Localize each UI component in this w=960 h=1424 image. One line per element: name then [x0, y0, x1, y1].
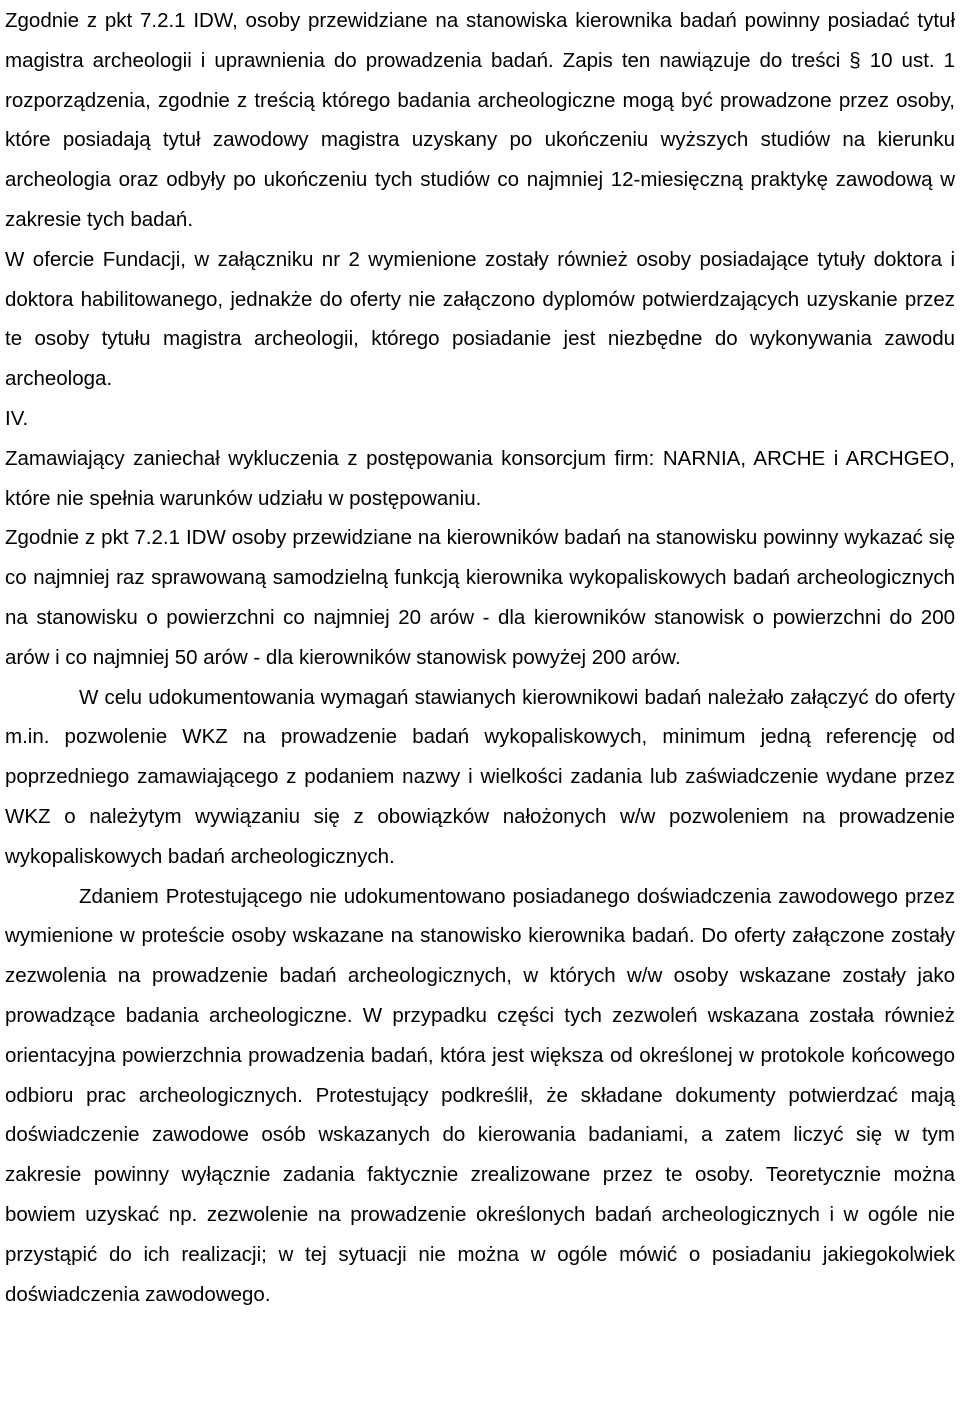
paragraph-consortium-exclusion: Zamawiający zaniechał wykluczenia z postępowania konsorcjum firm: NARNIA, ARCHE i ARCHGEO, które nie spełnia warunków udziału w postępowaniu.	[5, 446, 955, 510]
paragraph-protester-opinion: Zdaniem Protestującego nie udokumentowano posiadanego doświadczenia zawodowego przez wymienione w proteście osoby wskazane na stanowisko kierownika badań. Do oferty załączone zostały zezwolenia na prowadzenie badań archeologicznych, w których w/w osoby wskazane zostały jako prowadzące badania archeologiczne. W przypadku części tych zezwoleń wskazana została również orientacyjna powierzchnia prowadzenia badań, która jest większa od określonej w protokole końcowego odbioru prac archeologicznych. Protestujący podkreślił, że składane dokumenty potwierdzać mają doświadczenie zawodowe osób wskazanych do kierowania badaniami, a zatem liczyć się w tym zakresie powinny wyłącznie zadania faktycznie zrealizowane przez te osoby. Teoretycznie można bowiem uzyskać np. zezwolenie na prowadzenie określonych badań archeologicznych i w ogóle nie przystąpić do ich realizacji; w tej sytuacji nie można w ogóle mówić o posiadaniu jakiegokolwiek doświadczenia zawodowego.	[5, 884, 955, 1306]
paragraph-leader-experience: Zgodnie z pkt 7.2.1 IDW osoby przewidziane na kierowników badań na stanowisku powinny wykazać się co najmniej raz sprawowaną samodzielną funkcją kierownika wykopaliskowych badań archeologicznych na stanowisku o powierzchni co najmniej 20 arów - dla kierowników stanowisk o powierzchni do 200 arów i co najmniej 50 arów - dla kierowników stanowisk powyżej 200 arów.	[5, 526, 955, 669]
paragraph-idw-requirements: Zgodnie z pkt 7.2.1 IDW, osoby przewidziane na stanowiska kierownika badań powinny posiadać tytuł magistra archeologii i uprawnienia do prowadzenia badań. Zapis ten nawiązuje do treści § 10 ust. 1 rozporządzenia, zgodnie z treścią którego badania archeologiczne mogą być prowadzone przez osoby, które posiadają tytuł zawodowy magistra uzyskany po ukończeniu wyższych studiów na kierunku archeologia oraz odbyły po ukończeniu tych studiów co najmniej 12-miesięczną praktykę zawodową w zakresie tych badań.	[5, 9, 955, 231]
paragraph-documentation-requirements: W celu udokumentowania wymagań stawianych kierownikowi badań należało załączyć do oferty m.in. pozwolenie WKZ na prowadzenie badań wykopaliskowych, minimum jedną referencję od poprzedniego zamawiającego z podaniem nazwy i wielkości zadania lub zaświadczenie wydane przez WKZ o należytym wywiązaniu się z obowiązków nałożonych w/w pozwoleniem na prowadzenie wykopaliskowych badań archeologicznych.	[5, 685, 955, 868]
section-heading-iv: IV.	[5, 406, 29, 430]
paragraph-fundacja-offer: W ofercie Fundacji, w załączniku nr 2 wymienione zostały również osoby posiadające tytuły doktora i doktora habilitowanego, jednakże do oferty nie załączono dyplomów potwierdzających uzyskanie przez te osoby tytułu magistra archeologii, którego posiadanie jest niezbędne do wykonywania zawodu archeologa.	[5, 247, 955, 391]
